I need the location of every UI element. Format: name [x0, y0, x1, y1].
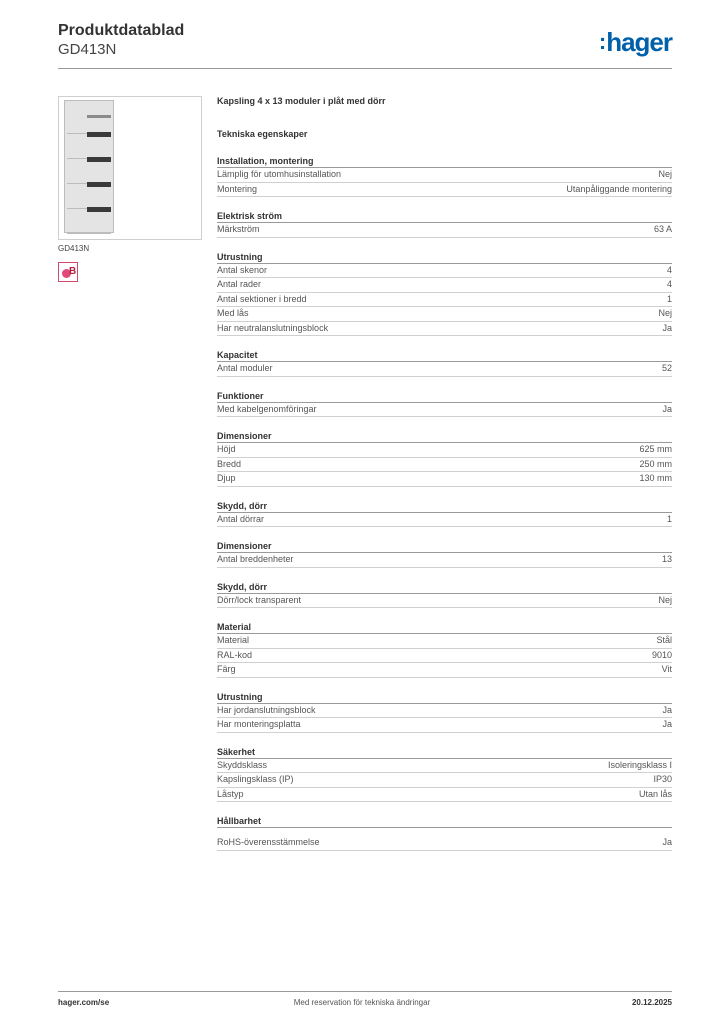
spec-label: Skyddsklass [217, 759, 268, 770]
product-name: Kapsling 4 x 13 moduler i plåt med dörr [217, 96, 386, 106]
spec-section [217, 155, 672, 197]
spec-value: 9010 [651, 649, 672, 660]
section-title: Dimensioner [217, 540, 672, 553]
spec-value: 63 A [653, 224, 672, 234]
spec-row [217, 649, 672, 664]
footer-date: 20.12.2025 [631, 998, 672, 1007]
spec-row [217, 836, 672, 851]
spec-label: Montering [217, 183, 258, 194]
spec-sections [217, 155, 672, 851]
spec-label: RoHS-överensstämmelse [217, 837, 320, 847]
spec-section [217, 390, 672, 418]
spec-section [217, 430, 672, 487]
spec-row [217, 663, 672, 678]
spec-label: Färg [217, 664, 236, 674]
spec-value: 4 [666, 264, 672, 275]
spec-section [217, 581, 672, 609]
spec-value: Utanpåliggande montering [566, 183, 672, 194]
badge-letter: B [69, 266, 77, 277]
spec-label: Låstyp [217, 788, 244, 799]
spec-value: 1 [666, 293, 672, 304]
spec-value: Vit [661, 664, 672, 674]
spec-row [217, 594, 672, 609]
tech-heading: Tekniska egenskaper [217, 129, 308, 139]
spec-label: Har jordanslutningsblock [217, 704, 316, 715]
spec-value: 1 [666, 513, 672, 524]
spec-label: Bredd [217, 458, 242, 469]
spec-row [217, 553, 672, 568]
spec-row [217, 168, 672, 183]
spec-row [217, 293, 672, 308]
spec-section [217, 746, 672, 803]
spec-value: Isoleringsklass I [607, 759, 672, 770]
cabinet-illustration [64, 100, 114, 233]
spec-label: Med kabelgenomföringar [217, 403, 317, 414]
spec-section [217, 540, 672, 568]
image-caption: GD413N [58, 244, 90, 253]
section-title: Elektrisk ström [217, 210, 672, 223]
spec-label: Dörr/lock transparent [217, 594, 302, 605]
spec-row [217, 307, 672, 322]
spec-label: Antal moduler [217, 363, 273, 373]
section-title: Funktioner [217, 390, 672, 403]
spec-label: Antal skenor [217, 264, 268, 275]
spec-value: Ja [662, 837, 672, 847]
spec-section [217, 251, 672, 337]
spec-value: 625 mm [639, 444, 672, 454]
spec-row [217, 362, 672, 377]
spec-label: Antal sektioner i bredd [217, 293, 307, 304]
spec-row [217, 472, 672, 487]
spec-value: Nej [658, 169, 672, 179]
spec-row [217, 513, 672, 528]
spec-row [217, 278, 672, 293]
spec-value: 4 [666, 279, 672, 289]
section-title: Skydd, dörr [217, 500, 672, 513]
spec-row [217, 443, 672, 458]
spec-label: Kapslingsklass (IP) [217, 774, 294, 784]
spec-label: Höjd [217, 444, 236, 454]
spec-label: Antal dörrar [217, 513, 265, 524]
spec-value: 250 mm [639, 458, 672, 469]
section-title: Material [217, 621, 672, 634]
spec-label: Djup [217, 473, 236, 483]
spec-value: 52 [661, 363, 672, 373]
spec-section [217, 210, 672, 238]
footer-divider [58, 991, 672, 992]
spec-row [217, 773, 672, 788]
footer-note: Med reservation för tekniska ändringar [293, 998, 431, 1007]
section-title: Säkerhet [217, 746, 672, 759]
section-title: Installation, montering [217, 155, 672, 168]
spec-row [217, 704, 672, 719]
logo-text: hager [606, 27, 672, 57]
product-code: GD413N [58, 41, 117, 58]
spec-label: Lämplig för utomhusinstallation [217, 169, 342, 179]
spec-section [217, 815, 672, 851]
spec-section [217, 349, 672, 377]
hager-logo: :hager [598, 27, 672, 57]
spec-row [217, 322, 672, 337]
spec-value: Stål [656, 635, 672, 645]
section-title: Skydd, dörr [217, 581, 672, 594]
section-title: Hållbarhet [217, 815, 672, 828]
section-title: Kapacitet [217, 349, 672, 362]
page-header [58, 20, 672, 68]
spec-value: 13 [661, 554, 672, 564]
spec-row [217, 458, 672, 473]
spec-label: Har monteringsplatta [217, 719, 301, 729]
spec-section [217, 621, 672, 678]
document-title: Produktdatablad [58, 22, 185, 39]
footer-website: hager.com/se [58, 998, 110, 1007]
spec-label: Antal breddenheter [217, 554, 294, 564]
spec-label: Har neutralanslutningsblock [217, 322, 329, 333]
section-title: Dimensioner [217, 430, 672, 443]
eco-badge-icon [58, 262, 78, 282]
spec-row [217, 718, 672, 733]
spec-content [217, 96, 672, 851]
spec-row [217, 788, 672, 803]
spec-label: RAL-kod [217, 649, 253, 660]
section-title: Utrustning [217, 691, 672, 704]
section-title: Utrustning [217, 251, 672, 264]
spec-row [217, 634, 672, 649]
spec-value: Ja [662, 322, 672, 333]
spec-label: Med lås [217, 308, 249, 318]
spec-value: Ja [662, 403, 672, 414]
spec-value: Nej [658, 594, 672, 605]
spec-value: Nej [658, 308, 672, 318]
spec-value: Utan lås [638, 788, 672, 799]
spec-value: Ja [662, 719, 672, 729]
product-image [58, 96, 202, 240]
spec-row [217, 183, 672, 198]
spec-section [217, 691, 672, 733]
spec-row [217, 403, 672, 418]
spec-value: IP30 [653, 774, 672, 784]
spec-section [217, 500, 672, 528]
header-divider [58, 68, 672, 69]
spec-label: Material [217, 635, 250, 645]
spec-value: Ja [662, 704, 672, 715]
spec-row [217, 223, 672, 238]
spec-label: Märkström [217, 224, 260, 234]
spec-label: Antal rader [217, 279, 262, 289]
spec-value: 130 mm [639, 473, 672, 483]
spec-row [217, 264, 672, 279]
spec-row [217, 759, 672, 774]
